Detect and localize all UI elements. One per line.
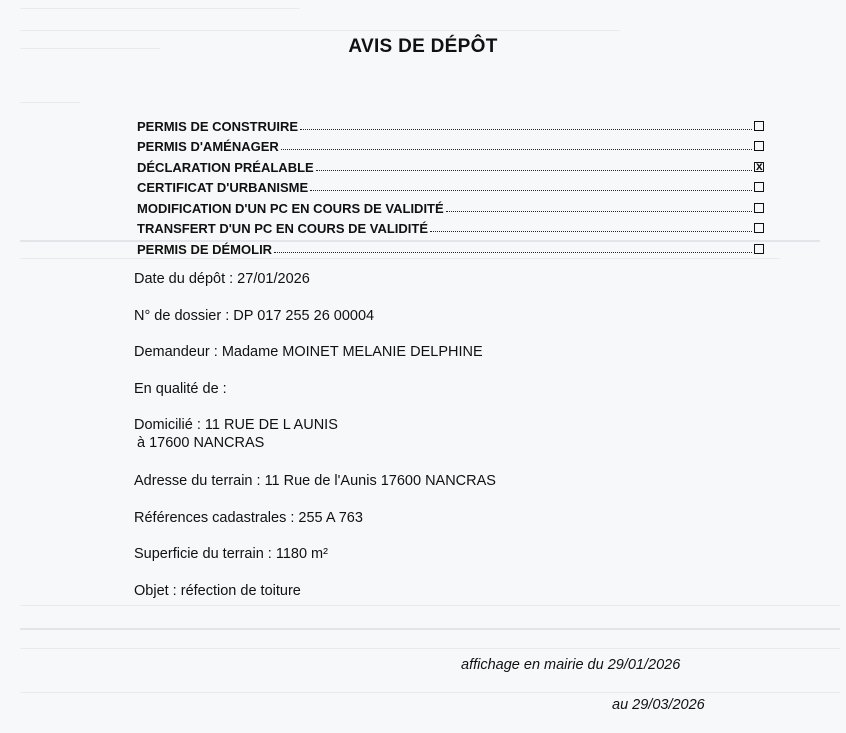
leader-dots (310, 190, 752, 191)
leader-dots (300, 129, 752, 130)
permit-type-label: DÉCLARATION PRÉALABLE (137, 159, 314, 175)
permit-type-row (137, 113, 764, 134)
demandeur: Demandeur : Madame MOINET MELANIE DELPHINE (134, 344, 483, 360)
permit-type-row (137, 195, 764, 216)
leader-dots (316, 170, 752, 171)
leader-dots (430, 231, 752, 232)
checkbox[interactable] (754, 121, 764, 131)
qualite: En qualité de : (134, 381, 227, 397)
checkbox[interactable] (754, 223, 764, 233)
permit-type-row (137, 216, 764, 237)
references-cadastrales: Références cadastrales : 255 A 763 (134, 510, 363, 526)
leader-dots (281, 149, 752, 150)
permit-type-row (137, 236, 764, 257)
permit-type-row (137, 175, 764, 196)
permit-type-label: TRANSFERT D'UN PC EN COURS DE VALIDITÉ (137, 221, 429, 236)
bleed-through (20, 30, 620, 31)
bleed-through (20, 605, 840, 606)
domicile-line1: Domicilié : 11 RUE DE L AUNIS (134, 417, 338, 433)
checkbox-checked[interactable] (754, 162, 764, 172)
checkbox[interactable] (754, 244, 764, 254)
permit-type-row (137, 154, 764, 175)
leader-dots (274, 252, 752, 253)
permit-type-label: MODIFICATION D'UN PC EN COURS DE VALIDITÉ (137, 200, 444, 216)
adresse-terrain: Adresse du terrain : 11 Rue de l'Aunis 17600 NANCRAS (134, 473, 496, 489)
bleed-through (20, 102, 80, 103)
permit-type-checklist (137, 113, 764, 257)
document-title: AVIS DE DÉPÔT (348, 36, 498, 57)
bleed-through (20, 258, 780, 259)
superficie: Superficie du terrain : 1180 m² (134, 546, 328, 562)
bleed-through (20, 628, 840, 630)
checkbox[interactable] (754, 203, 764, 213)
leader-dots (446, 211, 752, 212)
date-depot: Date du dépôt : 27/01/2026 (134, 271, 310, 287)
permit-type-label: PERMIS DE CONSTRUIRE (137, 118, 299, 134)
permit-type-label: CERTIFICAT D'URBANISME (137, 180, 309, 195)
affichage-end: au 29/03/2026 (612, 697, 705, 713)
checkbox[interactable] (754, 182, 764, 192)
objet: Objet : réfection de toiture (134, 583, 301, 599)
bleed-through (20, 8, 300, 9)
affichage-start: affichage en mairie du 29/01/2026 (461, 657, 681, 673)
bleed-through (20, 648, 840, 649)
checkbox[interactable] (754, 141, 764, 151)
permit-type-label: PERMIS D'AMÉNAGER (137, 139, 279, 154)
permit-type-label: PERMIS DE DÉMOLIR (137, 241, 273, 257)
domicile (134, 416, 338, 452)
bleed-through (20, 692, 840, 693)
permit-type-row (137, 134, 764, 155)
domicile-line2: à 17600 NANCRAS (137, 435, 265, 451)
dossier-number: N° de dossier : DP 017 255 26 00004 (134, 308, 375, 324)
